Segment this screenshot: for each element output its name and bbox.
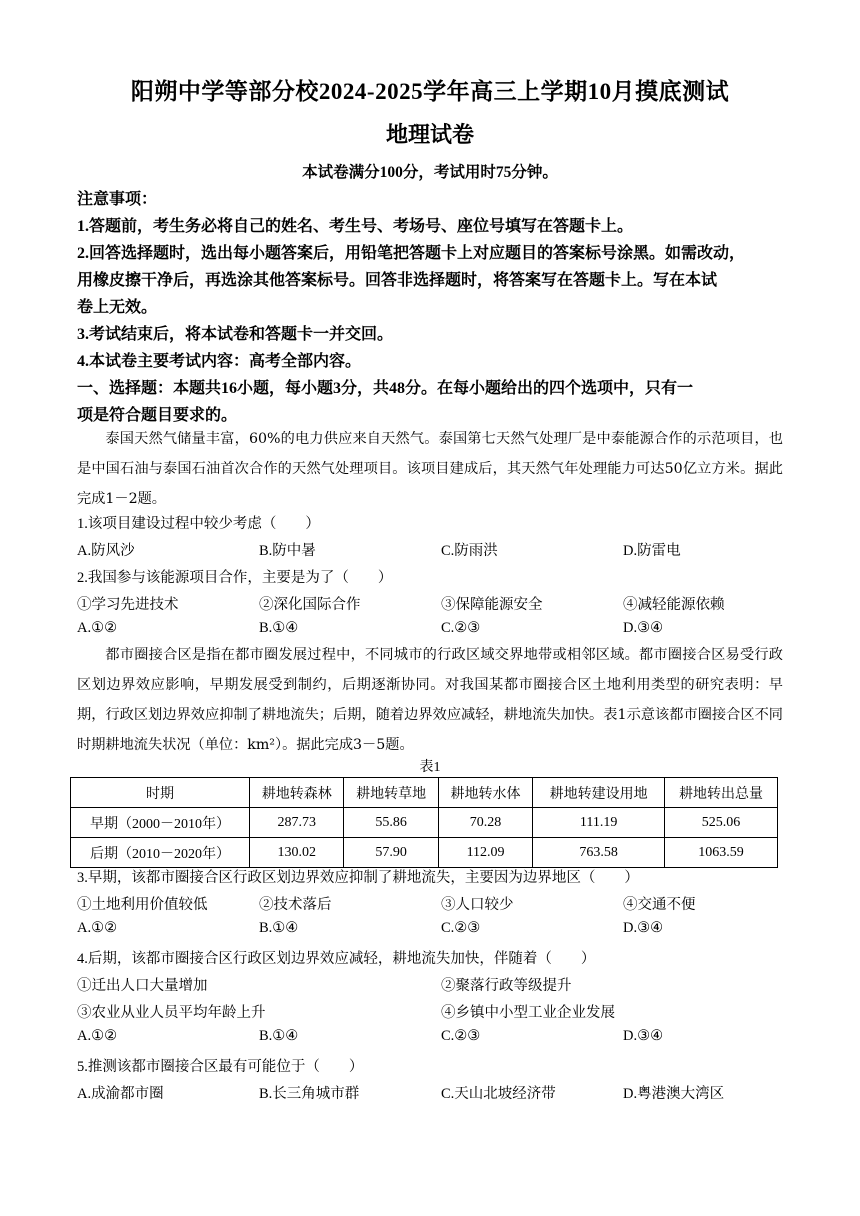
passage-2: 都市圈接合区是指在都市圈发展过程中，不同城市的行政区域交界地带或相邻区域。都市圈接合区易受行政区划边界效应影响，早期发展受到制约，后期逐渐协同。对我国某都市圈接合区土地利用类型的研究表明：早期，行政区划边界效应抑制了耕地流失；后期，随着边界效应减轻，耕地流失加快。表1示意该都市圈接合区不同时期耕地流失状况（单位：km²）。据此完成3－5题。 (77, 647, 783, 753)
option-b: B.防中暑 (259, 543, 316, 559)
table-cell: 111.19 (533, 808, 665, 838)
item-4: ④减轻能源依赖 (623, 597, 725, 613)
question-5-options (77, 1082, 783, 1104)
option-c: C.②③ (441, 1028, 481, 1044)
table-cell: 55.86 (344, 808, 438, 838)
item-2: ②聚落行政等级提升 (441, 978, 572, 994)
exam-title: 阳朔中学等部分校2024-2025学年高三上学期10月摸底测试 (130, 79, 730, 104)
item-3: ③人口较少 (441, 897, 514, 913)
question-1-stem: 1.该项目建设过程中较少考虑（ ） (77, 516, 320, 532)
header-cell: 耕地转森林 (250, 778, 344, 808)
notice-2-line3: 卷上无效。 (77, 299, 158, 316)
option-a: A.①② (77, 1028, 118, 1044)
question-4-items-row1 (77, 974, 783, 996)
section-heading-line1: 一、选择题：本题共16小题，每小题3分，共48分。在每小题给出的四个选项中，只有一 (77, 380, 694, 397)
notice-3: 3.考试结束后，将本试卷和答题卡一并交回。 (77, 326, 394, 343)
table-cell: 763.58 (533, 838, 665, 868)
table-cell: 后期（2010－2020年） (71, 838, 250, 868)
header-cell: 时期 (71, 778, 250, 808)
option-a: A.①② (77, 920, 118, 936)
section-heading-line2: 项是符合题目要求的。 (77, 407, 238, 424)
item-1: ①迁出人口大量增加 (77, 978, 208, 994)
notice-1: 1.答题前，考生务必将自己的姓名、考生号、考场号、座位号填写在答题卡上。 (77, 218, 634, 235)
option-a: A.防风沙 (77, 543, 135, 559)
table-cell: 1063.59 (664, 838, 777, 868)
option-b: B.①④ (259, 1028, 299, 1044)
table-cell: 早期（2000－2010年） (71, 808, 250, 838)
table-cell: 287.73 (250, 808, 344, 838)
option-c: C.防雨洪 (441, 543, 498, 559)
item-3: ③农业从业人员平均年龄上升 (77, 1005, 266, 1021)
passage-1: 泰国天然气储量丰富，60%的电力供应来自天然气。泰国第七天然气处理厂是中泰能源合作的示范项目，也是中国石油与泰国石油首次合作的天然气处理项目。该项目建成后，其天然气年处理能力可达50亿立方米。据此完成1－2题。 (77, 431, 783, 507)
option-d: D.③④ (623, 1028, 664, 1044)
question-1-options (77, 539, 783, 561)
question-2-items (77, 593, 783, 615)
option-c: C.天山北坡经济带 (441, 1086, 556, 1102)
table-cell: 525.06 (664, 808, 777, 838)
exam-subject: 地理试卷 (385, 122, 474, 147)
option-c: C.②③ (441, 920, 481, 936)
option-d: D.粤港澳大湾区 (623, 1086, 725, 1102)
option-c: C.②③ (441, 620, 481, 636)
table-header-row (71, 778, 778, 808)
question-3-stem: 3.早期，该都市圈接合区行政区划边界效应抑制了耕地流失，主要因为边界地区（ ） (77, 870, 639, 886)
table-caption: 表1 (419, 760, 441, 775)
question-3-options (77, 920, 783, 942)
question-2-options (77, 620, 783, 642)
question-3-items (77, 893, 783, 915)
table-row (71, 808, 778, 838)
notice-2-line2: 用橡皮擦干净后，再选涂其他答案标号。回答非选择题时，将答案写在答题卡上。写在本试 (77, 272, 718, 289)
option-d: D.③④ (623, 920, 664, 936)
header-cell: 耕地转草地 (344, 778, 438, 808)
table-cell: 112.09 (438, 838, 532, 868)
table-cell: 70.28 (438, 808, 532, 838)
question-2-stem: 2.我国参与该能源项目合作，主要是为了（ ） (77, 570, 393, 586)
question-4-stem: 4.后期，该都市圈接合区行政区划边界效应减轻，耕地流失加快，伴随着（ ） (77, 951, 596, 967)
option-b: B.长三角城市群 (259, 1086, 360, 1102)
item-2: ②深化国际合作 (259, 597, 361, 613)
option-d: D.③④ (623, 620, 664, 636)
table-cell: 130.02 (250, 838, 344, 868)
item-3: ③保障能源安全 (441, 597, 543, 613)
notice-2-line1: 2.回答选择题时，选出每小题答案后，用铅笔把答题卡上对应题目的答案标号涂黑。如需改动， (77, 245, 746, 262)
item-1: ①学习先进技术 (77, 597, 179, 613)
question-5-stem: 5.推测该都市圈接合区最有可能位于（ ） (77, 1059, 364, 1075)
item-1: ①土地利用价值较低 (77, 897, 208, 913)
item-4: ④乡镇中小型工业企业发展 (441, 1005, 615, 1021)
item-2: ②技术落后 (259, 897, 332, 913)
table-row (71, 838, 778, 868)
option-a: A.成渝都市圈 (77, 1086, 164, 1102)
farmland-loss-table (70, 777, 778, 868)
option-a: A.①② (77, 620, 118, 636)
option-b: B.①④ (259, 920, 299, 936)
exam-score-note: 本试卷满分100分，考试用时75分钟。 (302, 164, 558, 181)
notice-heading: 注意事项： (77, 191, 158, 208)
question-4-items-row2 (77, 1001, 783, 1023)
header-cell: 耕地转水体 (438, 778, 532, 808)
table-cell: 57.90 (344, 838, 438, 868)
option-b: B.①④ (259, 620, 299, 636)
option-d: D.防雷电 (623, 543, 681, 559)
item-4: ④交通不便 (623, 897, 696, 913)
question-4-options (77, 1028, 783, 1050)
header-cell: 耕地转出总量 (664, 778, 777, 808)
notice-4: 4.本试卷主要考试内容：高考全部内容。 (77, 353, 362, 370)
header-cell: 耕地转建设用地 (533, 778, 665, 808)
